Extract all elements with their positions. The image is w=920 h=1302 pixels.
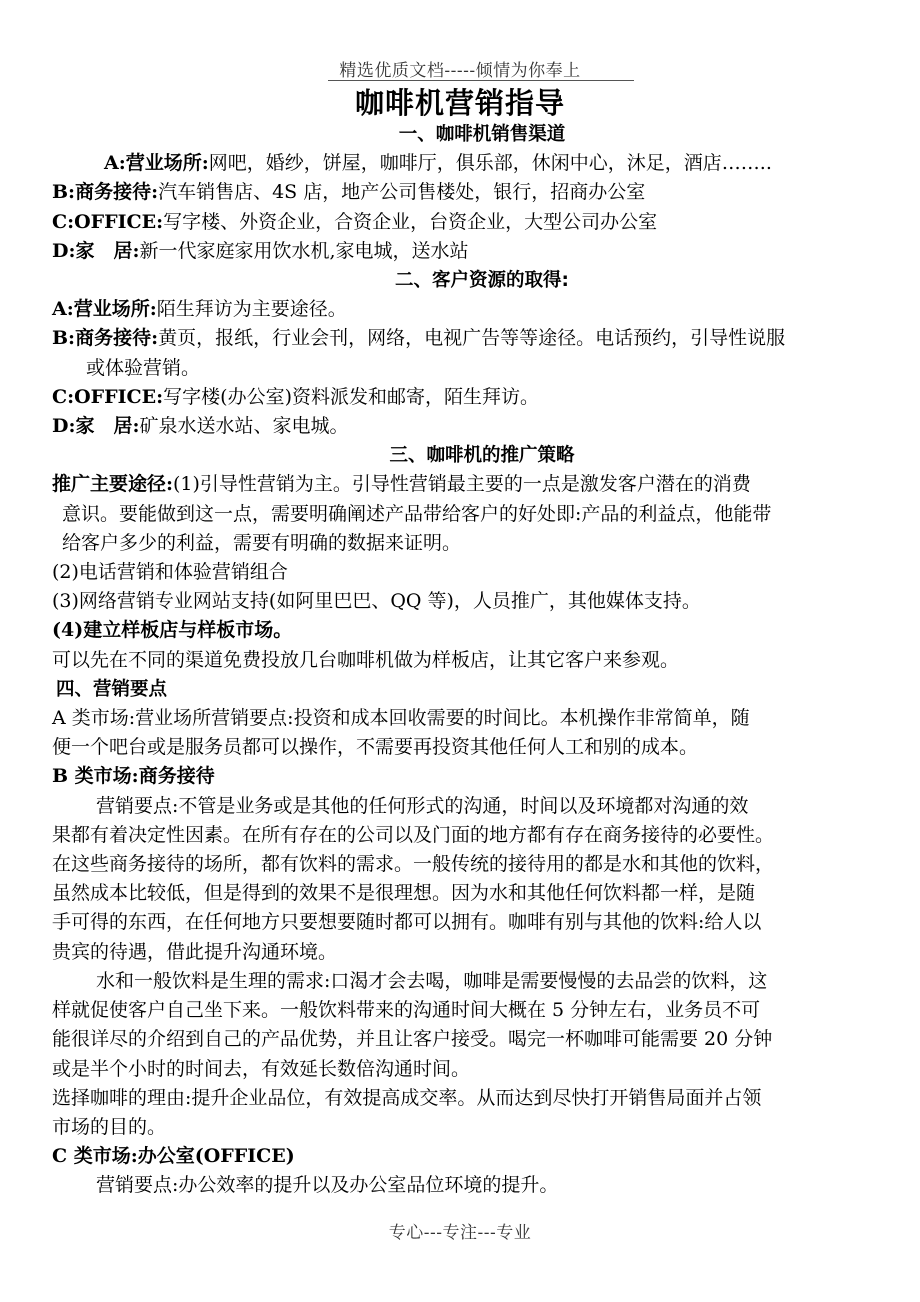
paragraph-line: 样就促使客户自己坐下来。一般饮料带来的沟通时间大概在 5 分钟左右，业务员不可: [52, 999, 761, 1022]
section-3-note: 可以先在不同的渠道免费投放几台咖啡机做为样板店，让其它客户来参观。: [52, 648, 680, 671]
document-body: [52, 120, 912, 1201]
item-label: D:家 居:: [52, 415, 140, 438]
item-label: B:商务接待:: [52, 327, 159, 350]
paragraph-line: 贵宾的待遇，借此提升沟通环境。: [52, 940, 338, 963]
section-1-item-d: [52, 237, 912, 266]
item-text: 写字楼(办公室)资料派发和邮寄，陌生拜访。: [163, 385, 539, 408]
paragraph-line: 营销要点:办公效率的提升以及办公室品位环境的提升。: [96, 1174, 559, 1197]
section-2-item-a: [52, 295, 912, 324]
item-text: 新一代家庭家用饮水机,家电城，送水站: [139, 239, 469, 262]
item-label: C:OFFICE:: [52, 385, 164, 408]
section-1-item-a: [52, 149, 912, 178]
section-4-a-line-1: A 类市场:营业场所营销要点:投资和成本回收需要的时间比。本机操作非常简单，随: [52, 707, 750, 730]
item-label: A:营业场所:: [52, 298, 157, 321]
page-header: 精选优质文档-----倾情为你奉上: [339, 61, 581, 81]
header-rule: [328, 80, 634, 81]
item-label: A:营业场所:: [104, 152, 209, 175]
section-3-main-cont-2: 给客户多少的利益，需要有明确的数据来证明。: [62, 531, 462, 554]
document-title: 咖啡机营销指导: [354, 86, 565, 120]
section-2-item-b-cont: 或体验营销。: [86, 356, 201, 379]
section-1-heading: 一、咖啡机销售渠道: [398, 124, 566, 145]
page-footer: 专心---专注---专业: [388, 1223, 532, 1243]
section-3-main-cont-1: 意识。要能做到这一点，需要明确阐述产品带给客户的好处即:产品的利益点，他能带: [62, 502, 772, 525]
section-2-item-b: [52, 324, 912, 353]
section-2-item-d: [52, 412, 912, 441]
paragraph-line: 选择咖啡的理由:提升企业品位，有效提高成交率。从而达到尽快打开销售局面并占领: [52, 1086, 762, 1109]
paragraph-line: 虽然成本比较低，但是得到的效果不是很理想。因为水和其他任何饮料都一样，是随: [52, 882, 756, 905]
item-label: 推广主要途径:: [52, 473, 174, 496]
paragraph-line: 手可得的东西，在任何地方只要想要随时都可以拥有。咖啡有别与其他的饮料:给人以: [52, 911, 762, 934]
section-1-item-c: [52, 208, 912, 237]
section-2-heading: 二、客户资源的取得:: [395, 270, 569, 292]
paragraph-line: 水和一般饮料是生理的需求:口渴才会去喝，咖啡是需要慢慢的去品尝的饮料，这: [96, 969, 768, 992]
item-text: (1)引导性营销为主。引导性营销最主要的一点是激发客户潜在的消费: [173, 473, 751, 496]
item-text: 矿泉水送水站、家电城。: [139, 415, 349, 438]
item-label: D:家 居:: [52, 239, 140, 262]
paragraph-line: 能很详尽的介绍到自己的产品优势，并且让客户接受。喝完一杯咖啡可能需要 20 分钟: [52, 1028, 773, 1051]
section-3-heading: 三、咖啡机的推广策略: [389, 445, 575, 467]
section-3-item-4: (4)建立样板店与样板市场。: [52, 619, 293, 642]
paragraph-line: 市场的目的。: [52, 1115, 167, 1138]
paragraph-line: 营销要点:不管是业务或是其他的任何形式的沟通，时间以及环境都对沟通的效: [96, 794, 749, 817]
section-4-a-line-2: 便一个吧台或是服务员都可以操作，不需要再投资其他任何人工和别的成本。: [52, 736, 699, 759]
section-3-item-3: (3)网络营销专业网站支持(如阿里巴巴、QQ 等)，人员推广，其他媒体支持。: [52, 590, 701, 613]
item-text: 汽车销售店、4S 店，地产公司售楼处，银行，招商办公室: [158, 181, 646, 204]
item-text: 陌生拜访为主要途径。: [156, 298, 347, 321]
paragraph-line: 或是半个小时的时间去，有效延长数倍沟通时间。: [52, 1057, 471, 1080]
section-4-heading: 四、营销要点: [56, 678, 168, 700]
item-label: C:OFFICE:: [52, 210, 164, 233]
paragraph-line: 果都有着决定性因素。在所有存在的公司以及门面的地方都有存在商务接待的必要性。: [52, 823, 775, 846]
item-label: B:商务接待:: [52, 181, 159, 204]
section-3-main: [52, 470, 912, 499]
item-text: 黄页，报纸，行业会刊，网络，电视广告等等途径。电话预约，引导性说服: [158, 327, 786, 350]
item-text: 写字楼、外资企业，合资企业，台资企业，大型公司办公室: [163, 210, 658, 233]
paragraph-line: 在这些商务接待的场所，都有饮料的需求。一般传统的接待用的都是水和其他的饮料，: [52, 853, 775, 876]
section-2-item-c: [52, 383, 912, 412]
section-1-item-b: [52, 178, 912, 207]
section-4-b-heading: B 类市场:商务接待: [52, 765, 215, 788]
item-text: 网吧，婚纱，饼屋，咖啡厅，俱乐部，休闲中心，沐足，酒店……..: [208, 152, 772, 175]
section-4-c-heading: C 类市场:办公室(OFFICE): [52, 1145, 295, 1168]
section-3-item-2: (2)电话营销和体验营销组合: [52, 561, 288, 584]
